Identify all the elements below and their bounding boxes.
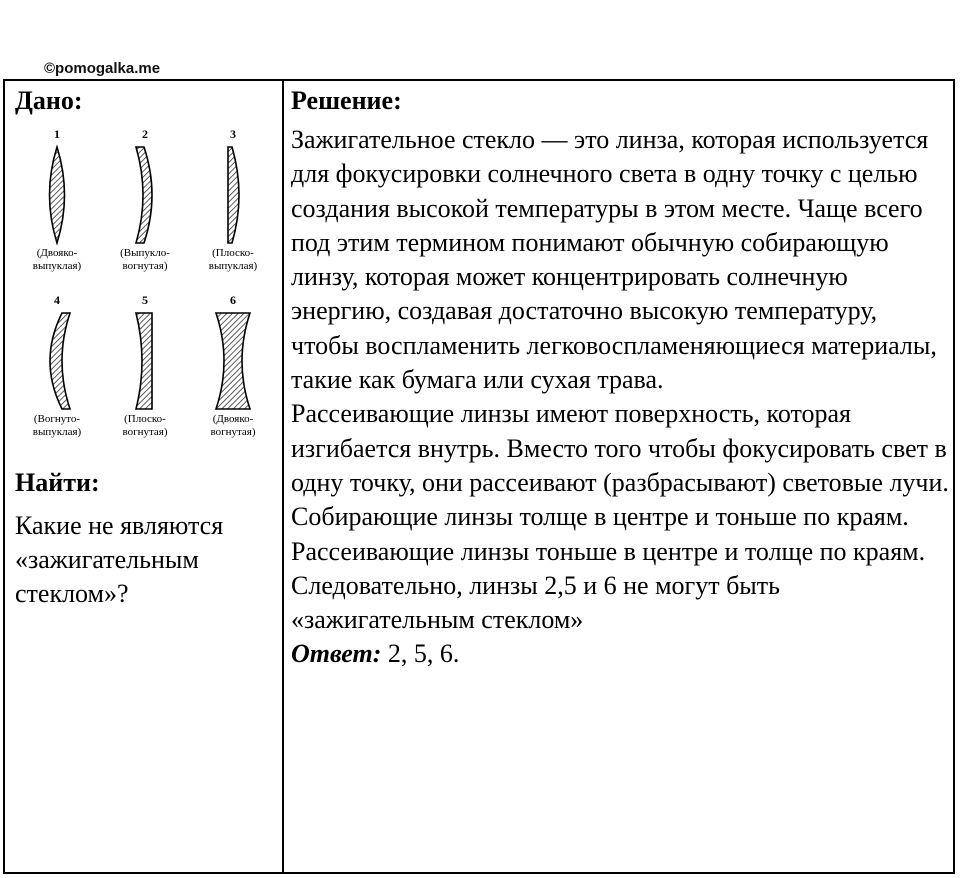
find-title: Найти:	[15, 468, 100, 497]
lens-figure	[15, 127, 277, 457]
task-table	[3, 79, 955, 874]
solution-paragraph-5: Следовательно, линзы 2,5 и 6 не могут быть «зажигательным стеклом»	[291, 570, 780, 635]
watermark: ©pomogalka.me	[44, 60, 161, 77]
lens-6	[191, 293, 275, 453]
lens-number: 3	[230, 127, 236, 141]
solution-paragraph-4: Рассеивающие линзы тоньше в центре и толще по краям.	[291, 536, 926, 566]
lens-2	[103, 127, 187, 287]
solution-title: Решение:	[291, 86, 402, 115]
lens-number: 4	[54, 293, 60, 307]
biconvex-lens-icon	[32, 143, 82, 247]
given-column	[5, 81, 282, 872]
lens-3	[191, 127, 275, 287]
lens-4	[15, 293, 99, 453]
lens-number: 6	[230, 293, 236, 307]
answer-value: 2, 5, 6.	[381, 639, 460, 669]
lens-caption: (Двояко- вогнутая)	[210, 413, 256, 438]
plano-concave-lens-icon	[120, 309, 170, 413]
lens-caption: (Двояко- выпуклая)	[32, 247, 82, 272]
answer-line	[291, 637, 951, 671]
solution-paragraph-1: Зажигательное стекло — это линза, которая используется для фокусировки солнечного света в одну точку с целью создания высокой температуры в этом месте. Чаще всего под этим термином понимают обычную собирающую линзу, которая может концентрировать солнечную энергию, создавая достаточно высокую температуру, чтобы воспламенить легковоспламеняющиеся материалы, такие как бумага или сухая трава.	[291, 125, 937, 395]
column-divider	[282, 81, 284, 872]
lens-number: 5	[142, 293, 148, 307]
lens-5	[103, 293, 187, 453]
solution-paragraph-2: Рассеивающие линзы имеют поверхность, которая изгибается внутрь. Вместо того чтобы фокусировать свет в одну точку, они рассеивают (разбрасывают) световые лучи.	[291, 399, 949, 497]
answer-label: Ответ:	[291, 639, 382, 669]
convex-concave-lens-icon	[120, 143, 170, 247]
plano-convex-lens-icon	[208, 143, 258, 247]
solution-column	[291, 85, 951, 672]
lens-caption: (Выпукло- вогнутая)	[120, 247, 170, 272]
lens-1	[15, 127, 99, 287]
lens-caption: (Плоско- вогнутая)	[122, 413, 168, 438]
lens-number: 2	[142, 127, 148, 141]
lens-caption: (Вогнуто- выпуклая)	[32, 413, 82, 438]
concave-convex-lens-icon	[32, 309, 82, 413]
solution-paragraph-3: Собирающие линзы толще в центре и тоньше по краям.	[291, 502, 909, 532]
given-title: Дано:	[15, 86, 83, 115]
lens-number: 1	[54, 127, 60, 141]
lens-caption: (Плоско- выпуклая)	[208, 247, 258, 272]
biconcave-lens-icon	[208, 309, 258, 413]
find-question: Какие не являются «зажигательным стеклом»?	[15, 511, 224, 608]
